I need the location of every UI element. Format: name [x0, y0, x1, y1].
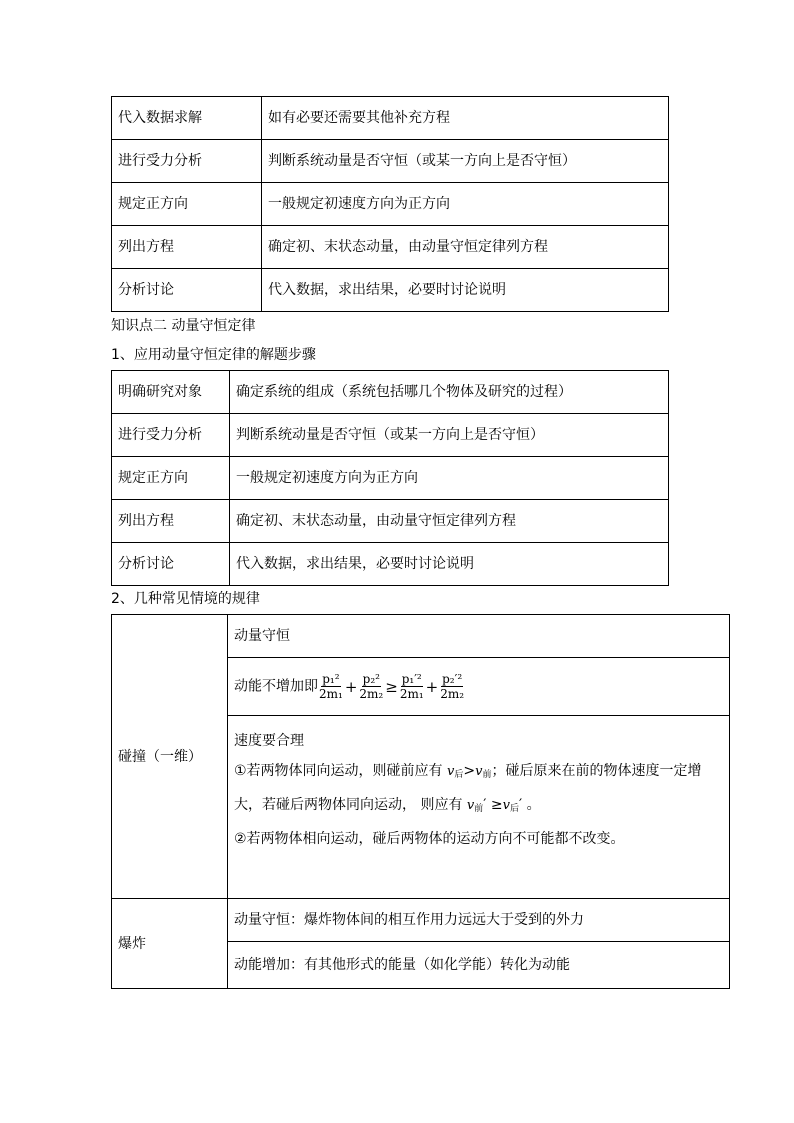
collision-momentum: 动量守恒	[228, 615, 730, 658]
row-content: 判断系统动量是否守恒（或某一方向上是否守恒）	[230, 414, 669, 457]
scenarios-table	[111, 614, 730, 989]
row-label: 分析讨论	[112, 543, 230, 586]
row-content: 代入数据，求出结果，必要时讨论说明	[230, 543, 669, 586]
row-label: 代入数据求解	[112, 97, 262, 140]
row-label: 明确研究对象	[112, 371, 230, 414]
row-content: 确定系统的组成（系统包括哪几个物体及研究的过程）	[230, 371, 669, 414]
row-content: 一般规定初速度方向为正方向	[230, 457, 669, 500]
fraction: $\frac{\text{p₁²}}{\text{2m₁}}$	[319, 672, 343, 701]
table-row	[112, 269, 669, 312]
table-row	[112, 97, 669, 140]
table-row	[112, 457, 669, 500]
table-row	[112, 543, 669, 586]
table-row	[112, 615, 730, 658]
table-row	[112, 371, 669, 414]
fraction: $\frac{\text{p₂′²}}{\text{2m₂}}$	[440, 672, 465, 701]
row-content: 确定初、末状态动量，由动量守恒定律列方程	[262, 226, 669, 269]
steps-table-1	[111, 96, 669, 312]
rule-same-direction: ①若两物体同向运动，则碰前应有 $v_后>v_前$；碰后原来在前的物体速度一定增大，若碰后两物体同向运动， 则应有 $v_前' \ge v_后'$ 。	[234, 763, 702, 814]
table-row	[112, 414, 669, 457]
row-label: 分析讨论	[112, 269, 262, 312]
row-label: 列出方程	[112, 500, 230, 543]
rule-opposite-direction: ②若两物体相向运动，碰后两物体的运动方向不可能都不改变。	[234, 831, 625, 847]
plus-sign: +	[344, 677, 358, 696]
row-label: 列出方程	[112, 226, 262, 269]
row-label: 进行受力分析	[112, 140, 262, 183]
section-heading-scenarios: 2、几种常见情境的规律	[111, 591, 260, 607]
explosion-label: 爆炸	[112, 899, 228, 989]
row-label: 进行受力分析	[112, 414, 230, 457]
row-content: 如有必要还需要其他补充方程	[262, 97, 669, 140]
collision-label: 碰撞（一维）	[112, 615, 228, 899]
fraction: $\frac{\text{p₂²}}{\text{2m₂}}$	[359, 672, 384, 701]
table-row	[112, 500, 669, 543]
section-heading-steps: 1、应用动量守恒定律的解题步骤	[111, 347, 316, 363]
collision-energy	[228, 658, 730, 716]
row-content: 代入数据，求出结果，必要时讨论说明	[262, 269, 669, 312]
row-content: 确定初、末状态动量，由动量守恒定律列方程	[230, 500, 669, 543]
row-label: 规定正方向	[112, 183, 262, 226]
table-row	[112, 183, 669, 226]
explosion-momentum: 动量守恒：爆炸物体间的相互作用力远远大于受到的外力	[228, 899, 730, 942]
table-row	[112, 899, 730, 942]
section-heading-knowledge-point: 知识点二 动量守恒定律	[111, 318, 256, 334]
plus-sign: +	[425, 677, 439, 696]
row-label: 规定正方向	[112, 457, 230, 500]
steps-table-2	[111, 370, 669, 586]
table-row	[112, 140, 669, 183]
ge-sign: ≥	[385, 677, 398, 696]
fraction: $\frac{\text{p₁′²}}{\text{2m₁}}$	[399, 672, 424, 701]
collision-velocity	[228, 716, 730, 899]
table-row	[112, 226, 669, 269]
explosion-energy: 动能增加：有其他形式的能量（如化学能）转化为动能	[228, 942, 730, 989]
row-content: 一般规定初速度方向为正方向	[262, 183, 669, 226]
energy-prefix: 动能不增加即	[234, 678, 318, 695]
row-content: 判断系统动量是否守恒（或某一方向上是否守恒）	[262, 140, 669, 183]
velocity-title: 速度要合理	[234, 733, 304, 749]
